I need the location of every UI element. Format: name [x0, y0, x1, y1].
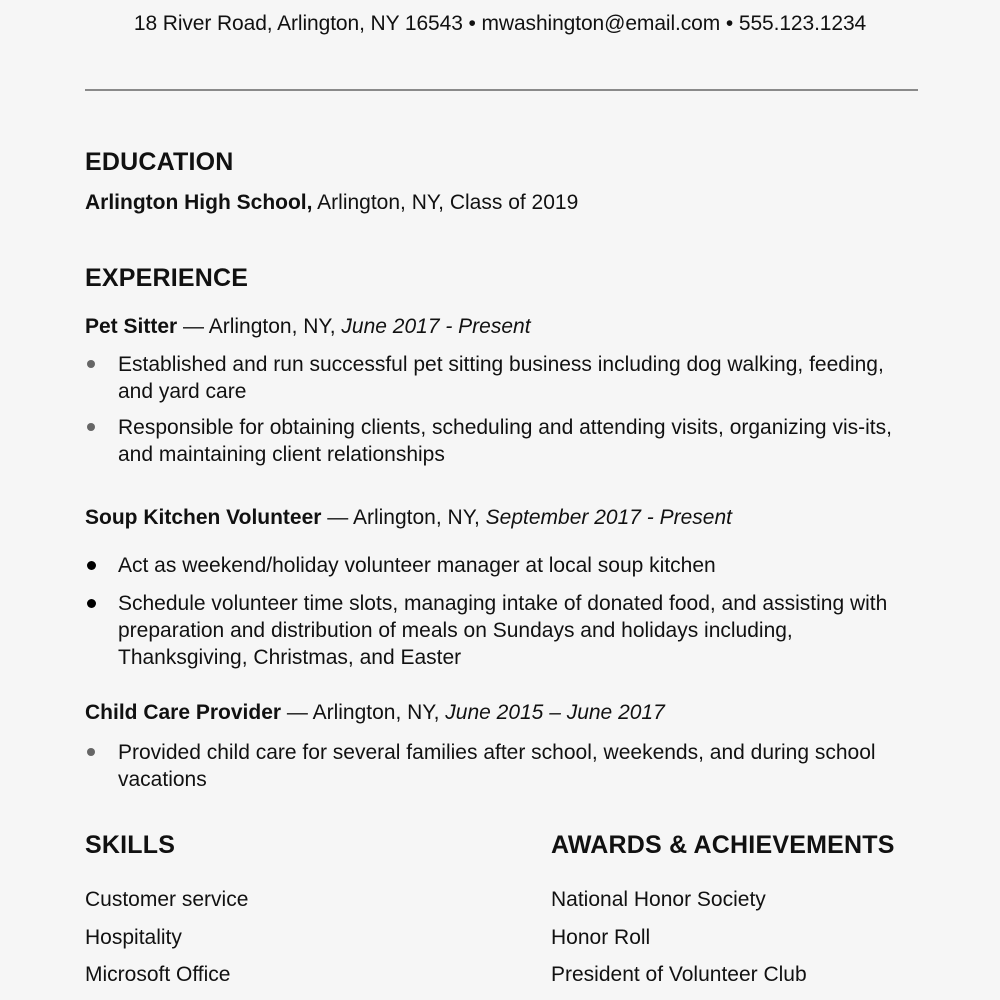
award-item: President of Volunteer Club: [551, 963, 807, 986]
job-location: — Arlington, NY,: [177, 315, 342, 338]
bullet-dot-icon: [87, 360, 95, 368]
bullet-dot-icon: [87, 748, 95, 756]
skill-item: Hospitality: [85, 926, 182, 949]
header-divider: [85, 89, 918, 91]
job-role: Pet Sitter: [85, 315, 178, 338]
bullet-dot-icon: [87, 561, 96, 570]
award-item: Honor Roll: [551, 926, 651, 949]
school-details: Arlington, NY, Class of 2019: [312, 191, 579, 214]
job-bullet: Act as weekend/holiday volunteer manager at local soup kitchen: [85, 552, 905, 579]
bullet-dot-icon: [87, 599, 96, 608]
experience-heading: EXPERIENCE: [85, 264, 249, 292]
skills-heading: SKILLS: [85, 831, 176, 859]
education-entry: [85, 191, 578, 215]
school-name: Arlington High School,: [85, 191, 313, 214]
job-bullet: Schedule volunteer time slots, managing intake of donated food, and assisting with preparation and distribution of meals on Sundays and holidays including, Thanksgiving, Christmas, and Easter: [85, 590, 905, 671]
education-heading: EDUCATION: [85, 148, 234, 176]
job-location: — Arlington, NY,: [321, 506, 486, 529]
job-role: Soup Kitchen Volunteer: [85, 506, 322, 529]
job-role: Child Care Provider: [85, 701, 282, 724]
job-header-child-care: [85, 701, 665, 725]
contact-line: 18 River Road, Arlington, NY 16543 • mwashington@email.com • 555.123.1234: [133, 12, 867, 35]
job-header-pet-sitter: [85, 315, 531, 339]
award-item: National Honor Society: [551, 888, 766, 911]
job-bullet: Established and run successful pet sitting business including dog walking, feeding, and yard care: [85, 351, 905, 405]
job-dates: June 2017 - Present: [341, 315, 531, 338]
job-dates: September 2017 - Present: [485, 506, 732, 529]
skill-item: Customer service: [85, 888, 249, 911]
job-bullet: Provided child care for several families after school, weekends, and during school vacations: [85, 739, 905, 793]
job-dates: June 2015 – June 2017: [445, 701, 665, 724]
job-location: — Arlington, NY,: [281, 701, 446, 724]
bullet-dot-icon: [87, 423, 95, 431]
awards-heading: AWARDS & ACHIEVEMENTS: [551, 831, 895, 859]
job-header-soup-kitchen: [85, 506, 732, 530]
job-bullet: Responsible for obtaining clients, scheduling and attending visits, organizing vis-its, and maintaining client relationships: [85, 414, 905, 468]
skill-item: Microsoft Office: [85, 963, 231, 986]
